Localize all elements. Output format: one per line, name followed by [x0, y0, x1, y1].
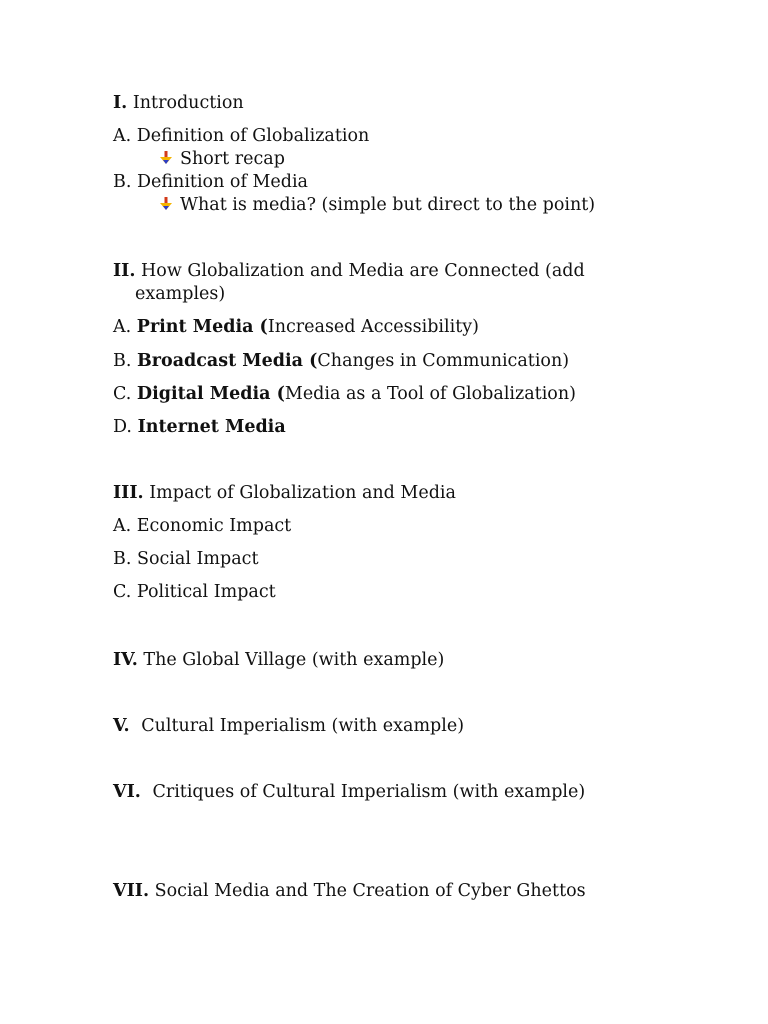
section-2-item-d — [113, 416, 286, 438]
section-2-item-b-prefix: B. — [113, 351, 132, 371]
section-2-heading — [113, 260, 585, 282]
section-2-item-a — [113, 316, 479, 338]
section-2-item-b-bold: Broadcast Media ( — [137, 351, 318, 371]
section-1-numeral: I. — [113, 93, 128, 113]
section-2-item-c-rest: Media as a Tool of Globalization) — [284, 384, 576, 404]
arrow-down-bullet-icon — [160, 151, 172, 165]
section-7-title: Social Media and The Creation of Cyber Ghettos — [154, 881, 586, 901]
section-2-title-line1: How Globalization and Media are Connected (add — [141, 261, 585, 281]
section-5-numeral: V. — [113, 716, 130, 736]
section-2-numeral: II. — [113, 261, 136, 281]
section-3-item-b: B. Social Impact — [113, 549, 259, 569]
section-2-item-c-bold: Digital Media ( — [136, 384, 285, 404]
section-2-item-d-prefix: D. — [113, 417, 132, 437]
section-7-heading — [113, 880, 586, 902]
section-2-item-c — [113, 383, 576, 405]
section-1-item-a-sub — [160, 148, 285, 170]
arrow-down-bullet-icon — [160, 197, 172, 211]
section-2-item-c-prefix: C. — [113, 384, 132, 404]
section-1-item-b: B. Definition of Media — [113, 172, 308, 192]
section-5-heading — [113, 715, 464, 737]
section-1-item-b-sub-text: What is media? (simple but direct to the point) — [180, 195, 596, 215]
section-2-item-a-prefix: A. — [113, 317, 132, 337]
section-2-item-b-rest: Changes in Communication) — [317, 351, 570, 371]
section-6-title: Critiques of Cultural Imperialism (with example) — [152, 782, 586, 802]
section-3-item-a: A. Economic Impact — [113, 516, 292, 536]
section-2-item-a-bold: Print Media ( — [136, 317, 268, 337]
section-6-heading — [113, 781, 585, 803]
section-1-item-b-sub — [160, 194, 595, 216]
section-1-heading — [113, 92, 244, 114]
section-2-title-line2: examples) — [135, 284, 226, 304]
section-1-title: Introduction — [132, 93, 244, 113]
section-4-heading — [113, 649, 444, 671]
section-2-item-a-rest: Increased Accessibility) — [267, 317, 479, 337]
section-3-item-c: C. Political Impact — [113, 582, 276, 602]
section-3-title: Impact of Globalization and Media — [149, 483, 456, 503]
section-4-title: The Global Village (with example) — [143, 650, 445, 670]
section-1-item-a: A. Definition of Globalization — [113, 126, 370, 146]
section-1-item-a-sub-text: Short recap — [180, 149, 285, 169]
section-5-title: Cultural Imperialism (with example) — [141, 716, 465, 736]
section-2-item-d-bold: Internet Media — [137, 417, 286, 437]
section-3-numeral: III. — [113, 483, 144, 503]
section-2-item-b — [113, 350, 569, 372]
section-6-numeral: VI. — [113, 782, 141, 802]
section-3-heading — [113, 482, 456, 504]
section-7-numeral: VII. — [113, 881, 150, 901]
section-4-numeral: IV. — [113, 650, 138, 670]
